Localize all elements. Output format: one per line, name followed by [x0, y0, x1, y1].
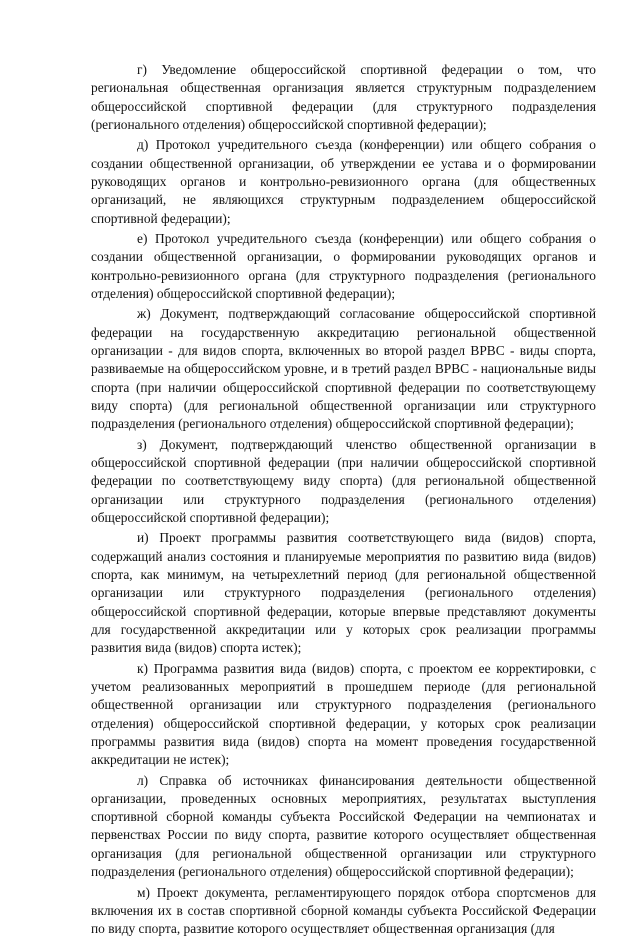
paragraph-d: д) Протокол учредительного съезда (конференции) или общего собрания о создании общественной организации, об утверждении ее устава и о формировании руководящих органов и контрольно-ревизионного органа (для общественных организаций, не являющихся структурным подразделением общероссийской спортивной федерации);	[91, 137, 596, 226]
paragraph-g: г) Уведомление общероссийской спортивной федерации о том, что региональная общественная организация является структурным подразделением общероссийской спортивной федерации (для структурного подразделения (регионального отделения) общероссийской спортивной федерации);	[91, 62, 596, 132]
paragraph-k: к) Программа развития вида (видов) спорта, с проектом ее корректировки, с учетом реализованных мероприятий в прошедшем периоде (для региональной общественной организации или структурного подразделения (регионального отделения) общероссийской спортивной федерации, у которых срок реализации программы развития вида (видов) спорта на момент проведения государственной аккредитации не истек);	[91, 660, 596, 768]
paragraph-l: л) Справка об источниках финансирования деятельности общественной организации, проведенных основных мероприятиях, результатах выступления спортивной сборной команды субъекта Российской Федерации на чемпионатах и первенствах России по виду спорта, развитие которого осуществляет общественная организация (для региональной общественной организации или структурного подразделения (регионального отделения) общероссийской спортивной федерации);	[91, 772, 596, 880]
paragraph-i: и) Проект программы развития соответствующего вида (видов) спорта, содержащий анализ состояния и планируемые мероприятия по развитию вида (видов) спорта, как минимум, на четырехлетний период (для региональной общественной организации или структурного подразделения (регионального отделения) общероссийской спортивной федерации, которые впервые представляют документы для государственной аккредитации или у которых срок реализации программы развития вида (видов) спорта истек);	[91, 530, 596, 656]
paragraph-e: е) Протокол учредительного съезда (конференции) или общего собрания о создании общественной организации, о формировании руководящих органов и контрольно-ревизионного органа (для структурного подразделения (регионального отделения) общероссийской спортивной федерации);	[91, 231, 596, 301]
paragraph-m: м) Проект документа, регламентирующего порядок отбора спортсменов для включения их в состав спортивной сборной команды субъекта Российской Федерации по виду спорта, развитие которого осуществляет общественная организация (для	[91, 884, 596, 937]
paragraph-z: з) Документ, подтверждающий членство общественной организации в общероссийской спортивной федерации (при наличии общероссийской спортивной федерации по соответствующему виду спорта) (для региональной общественной организации или структурного подразделения (регионального отделения) общероссийской спортивной федерации);	[91, 436, 596, 525]
document-page	[91, 61, 596, 941]
paragraph-zh: ж) Документ, подтверждающий согласование общероссийской спортивной федерации на государственную аккредитацию региональной общественной организации - для видов спорта, включенных во второй раздел ВРВС - виды спорта, развиваемые на общероссийском уровне, и в третий раздел ВРВС - национальные виды спорта (при наличии общероссийской спортивной федерации по соответствующему виду спорта) (для региональной общественной организации или структурного подразделения (регионального отделения) общероссийской спортивной федерации);	[91, 306, 596, 432]
